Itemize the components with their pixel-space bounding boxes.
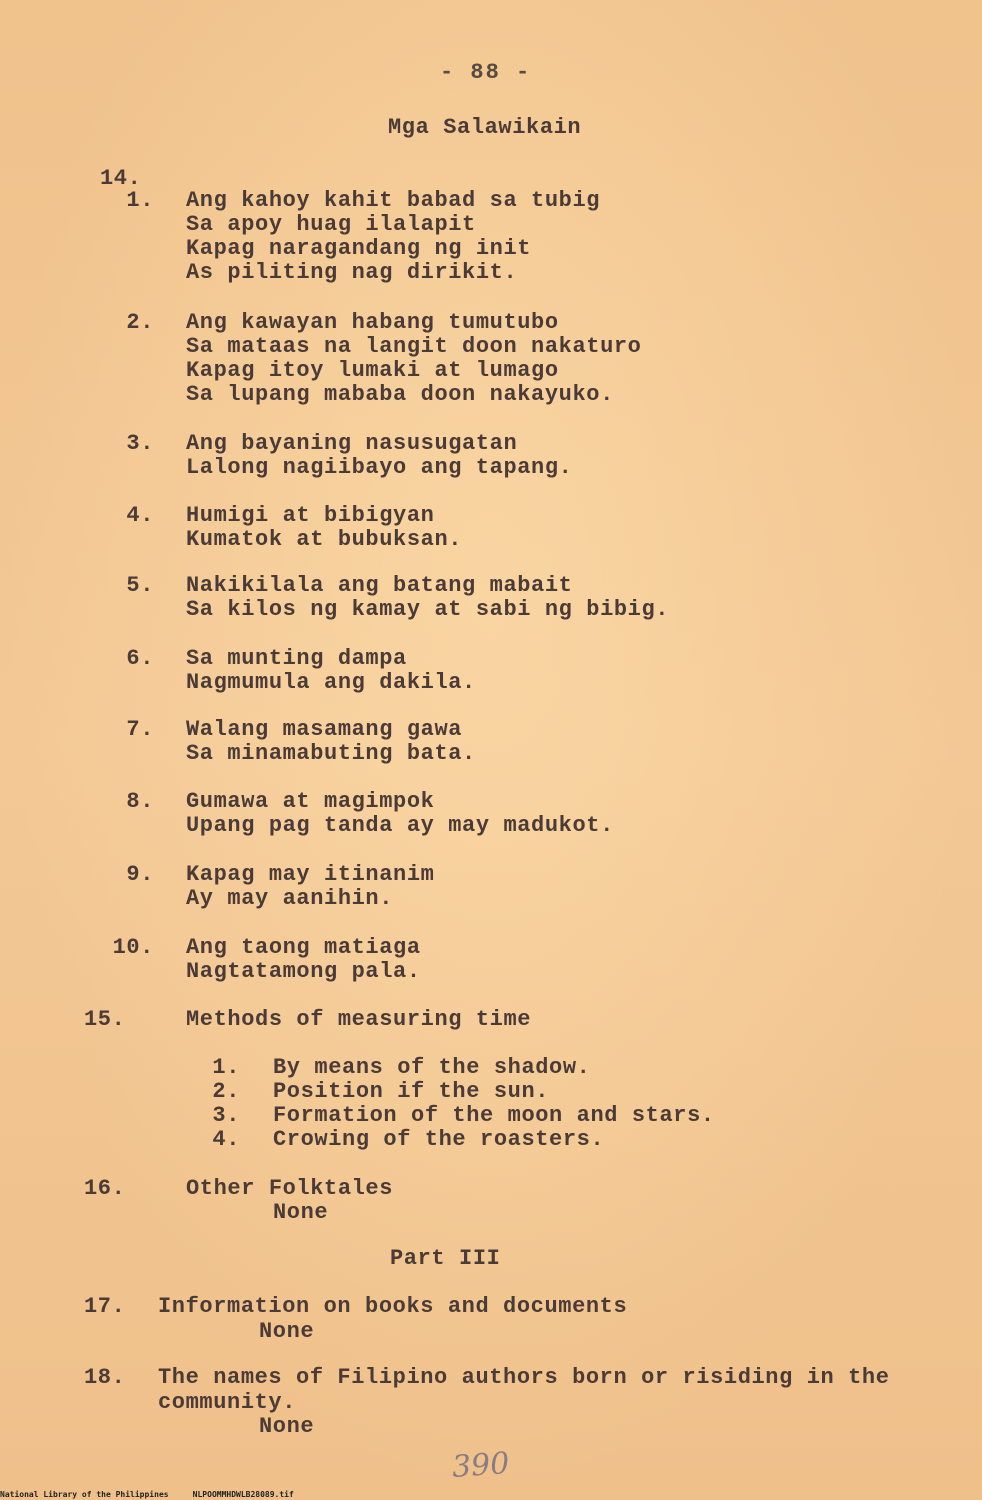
section-16-value: None [273,1200,329,1225]
section-14-number: 14. [100,166,142,191]
proverb-line: Ang kahoy kahit babad sa tubig [186,188,601,213]
method-text: Crowing of the roasters. [273,1127,605,1152]
page-number: - 88 - [440,60,532,85]
section-15-title: Methods of measuring time [186,1007,532,1032]
proverb-line: Sa lupang mababa doon nakayuko. [186,382,614,407]
section-18-line-1: The names of Filipino authors born or risiding in the [158,1365,890,1390]
proverb-line: Ang taong matiaga [186,935,421,960]
proverb-10-number: 10. [112,935,154,960]
section-17-value: None [259,1319,315,1344]
proverb-line: Nagtatamong pala. [186,959,421,984]
section-17-number: 17. [84,1294,126,1319]
proverb-7-number: 7. [126,717,154,742]
proverb-line: Ay may aanihin. [186,886,394,911]
method-number: 3. [212,1103,240,1128]
proverb-line: Kapag may itinanim [186,862,435,887]
proverb-5-number: 5. [126,573,154,598]
proverb-1-number: 1. [126,188,154,213]
proverb-line: Sa apoy huag ilalapit [186,212,476,237]
proverb-9-number: 9. [126,862,154,887]
method-text: Position if the sun. [273,1079,550,1104]
section-15-number: 15. [84,1007,126,1032]
proverb-line: Humigi at bibigyan [186,503,435,528]
proverb-line: Gumawa at magimpok [186,789,435,814]
proverb-line: Walang masamang gawa [186,717,463,742]
page-heading: Mga Salawikain [388,115,582,140]
method-number: 1. [212,1055,240,1080]
handwritten-page-note: 390 [450,1446,511,1485]
proverb-4-number: 4. [126,503,154,528]
section-16-title: Other Folktales [186,1176,394,1201]
proverb-line: Sa munting dampa [186,646,407,671]
proverb-line: Kumatok at bubuksan. [186,527,463,552]
proverb-8-number: 8. [126,789,154,814]
section-16-number: 16. [84,1176,126,1201]
proverb-line: As piliting nag dirikit. [186,260,518,285]
method-text: By means of the shadow. [273,1055,591,1080]
section-18-number: 18. [84,1365,126,1390]
footer-library: National Library of the Philippines [0,1490,169,1499]
part-heading: Part III [390,1246,501,1271]
method-number: 4. [212,1127,240,1152]
proverb-line: Ang kawayan habang tumutubo [186,310,559,335]
proverb-line: Sa mataas na langit doon nakaturo [186,334,642,359]
proverb-line: Kapag itoy lumaki at lumago [186,358,559,383]
proverb-line: Sa kilos ng kamay at sabi ng bibig. [186,597,670,622]
proverb-3-number: 3. [126,431,154,456]
proverb-2-number: 2. [126,310,154,335]
method-text: Formation of the moon and stars. [273,1103,715,1128]
proverb-line: Sa minamabuting bata. [186,741,476,766]
footer-file: NLPOOMMHDWLB28089.tif [192,1490,294,1499]
proverb-line: Nakikilala ang batang mabait [186,573,573,598]
section-17-title: Information on books and documents [158,1294,628,1319]
method-number: 2. [212,1079,240,1104]
proverb-line: Upang pag tanda ay may madukot. [186,813,614,838]
scan-footer [0,1490,294,1499]
proverb-line: Lalong nagiibayo ang tapang. [186,455,573,480]
proverb-line: Kapag naragandang ng init [186,236,532,261]
proverb-line: Nagmumula ang dakila. [186,670,476,695]
section-18-value: None [259,1414,315,1439]
section-18-line-2: community. [158,1390,297,1415]
proverb-6-number: 6. [126,646,154,671]
proverb-line: Ang bayaning nasusugatan [186,431,518,456]
